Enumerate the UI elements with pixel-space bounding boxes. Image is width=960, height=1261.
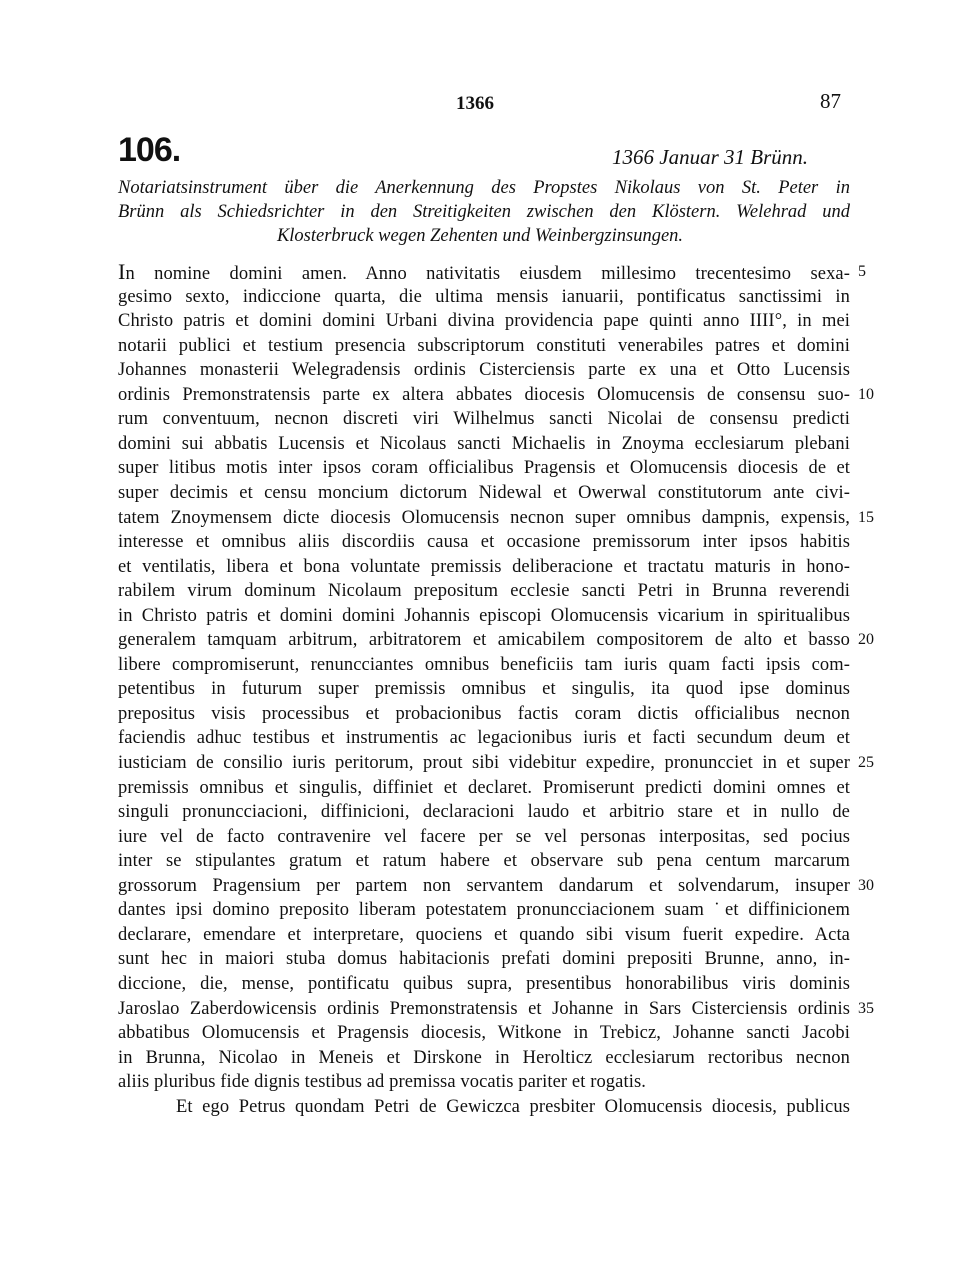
body-line: generalem tamquam arbitrum, arbitratorem et amicabilem compositorem de alto et basso (118, 630, 850, 651)
running-year: 1366 (456, 93, 494, 114)
body-line: iusticiam de consilio iuris peritorum, prout sibi videbitur expedire, pronuncciet in et super (118, 753, 850, 773)
body-line: iure vel de facto contravenire vel facere per se vel personas interpositas, sed pocius (118, 826, 850, 847)
line-number: 10 (858, 385, 874, 403)
body-line: libere compromiserunt, renuncciantes omnibus beneficiis tam iuris quam facti ipsis com- (118, 654, 850, 675)
body-line: domini sui abbatis Lucensis et Nicolaus sancti Michaelis in Znoyma ecclesiarum plebani (118, 433, 850, 454)
body-line: dantes ipsi domino preposito liberam potestatem pronuncciacionem suam ˙et diffinicionem (118, 900, 850, 921)
regest-line: Notariatsinstrument über die Anerkennung des Propstes Nikolaus von St. Peter in (118, 178, 850, 198)
body-line: tatem Znoymensem dicte diocesis Olomucensis necnon super omnibus dampnis, expensis, (118, 507, 850, 528)
body-line: Et ego Petrus quondam Petri de Gewiczca presbiter Olomucensis diocesis, publicus (176, 1096, 850, 1117)
line-number: 5 (858, 263, 866, 280)
date-place: 1366 Januar 31 Brünn. (612, 145, 808, 169)
body-line: et ventilatis, libera et bona voluntate premissis deliberacione et tractatu maturis in hono- (118, 556, 850, 577)
body-line: super decimis et censu moncium dictorum Nidewal et Owerwal constitutorum ante civi- (118, 482, 850, 503)
body-line: abbatibus Olomucensis et Pragensis diocesis, Witkone in Trebicz, Johanne sancti Jacobi (118, 1023, 850, 1044)
body-line: in Brunna, Nicolao in Meneis et Dirskone in Herolticz ecclesiarum rectoribus necnon (118, 1047, 850, 1068)
line-number: 15 (858, 508, 874, 526)
body-line: faciendis adhuc testibus et instrumentis ac legacionibus iuris et facti secundum deum et (118, 728, 850, 749)
initial-capital: I (118, 259, 126, 284)
body-line: prepositus visis processibus et probacionibus factis coram dictis officialibus necnon (118, 703, 850, 724)
body-line: premissis omnibus et singulis, diffiniet et declaret. Promiserunt predicti domini omnes et (118, 777, 850, 798)
page-number: 87 (820, 89, 841, 113)
body-line: interesse et omnibus aliis discordiis causa et occasione premissorum inter ipsos habitis (118, 532, 850, 553)
body-line: Jaroslao Zaberdowicensis ordinis Premonstratensis et Johanne in Sars Cisterciensis ordinis (118, 998, 850, 1019)
body-line: Christo patris et domini domini Urbani divina providencia pape quinti anno IIII°, in mei (118, 311, 850, 332)
line-number: 20 (858, 631, 874, 649)
line-number: 30 (858, 876, 874, 894)
body-line: In nomine domini amen. Anno nativitatis eiusdem millesimo trecentesimo sexa- (118, 259, 850, 284)
regest-line: Brünn als Schiedsrichter in den Streitigkeiten zwischen den Klöstern. Welehrad und (118, 202, 850, 222)
regest-line: Klosterbruck wegen Zehenten und Weinbergzinsungen. (276, 226, 684, 246)
body-line: inter se stipulantes gratum et ratum habere et observare sub pena centum marcarum (118, 851, 850, 872)
body-line: rabilem virum dominum Nicolaum prepositum ecclesie sancti Petri in Brunna reverendi (118, 581, 850, 602)
body-line: petentibus in futurum super premissis omnibus et singulis, ita quod ipse dominus (118, 679, 850, 700)
document-number: 106. (118, 131, 181, 169)
body-line: in Christo patris et domini domini Johannis episcopi Olomucensis vicarium in spiritualibus (118, 605, 850, 626)
body-line: ordinis Premonstratensis parte ex altera abbates diocesis Olomucensis de consensu suo- (118, 384, 850, 405)
body-line: gesimo sexto, indiccione quarta, die ultima mensis ianuarii, pontificatus sanctissimi in (118, 286, 850, 307)
body-line: sunt hec in maiori stuba domus habitacionis prefati domini prepositi Brunne, anno, in- (118, 949, 850, 970)
body-line: rum conventuum, necnon discreti viri Wilhelmus sancti Nicolai de consensu predicti (118, 409, 850, 430)
body-line: aliis pluribus fide dignis testibus ad premissa vocatis pariter et rogatis. (118, 1072, 646, 1093)
body-line: super litibus motis inter ipsos coram officialibus Pragensis et Olomucensis diocesis de et (118, 458, 850, 479)
body-line: notarii publici et testium presencia subscriptorum constituti venerabiles patres et domini (118, 335, 850, 356)
body-line: Johannes monasterii Welegradensis ordinis Cisterciensis parte ex una et Otto Lucensis (118, 360, 850, 381)
body-line: grossorum Pragensium per partem non servantem dandarum et solvendarum, insuper (118, 875, 850, 896)
body-line: diccione, die, mense, pontificatu quibus supra, presentibus honorabilibus viris dominis (118, 973, 850, 994)
body-line: declarare, emendare et interpretare, quociens et quando sibi visum fuerit expedire. Acta (118, 924, 850, 945)
line-number: 35 (858, 999, 874, 1017)
body-line: singuli pronuncciacioni, diffinicioni, declaracioni laudo et arbitrio stare et in nullo de (118, 802, 850, 823)
line-number: 25 (858, 754, 874, 771)
